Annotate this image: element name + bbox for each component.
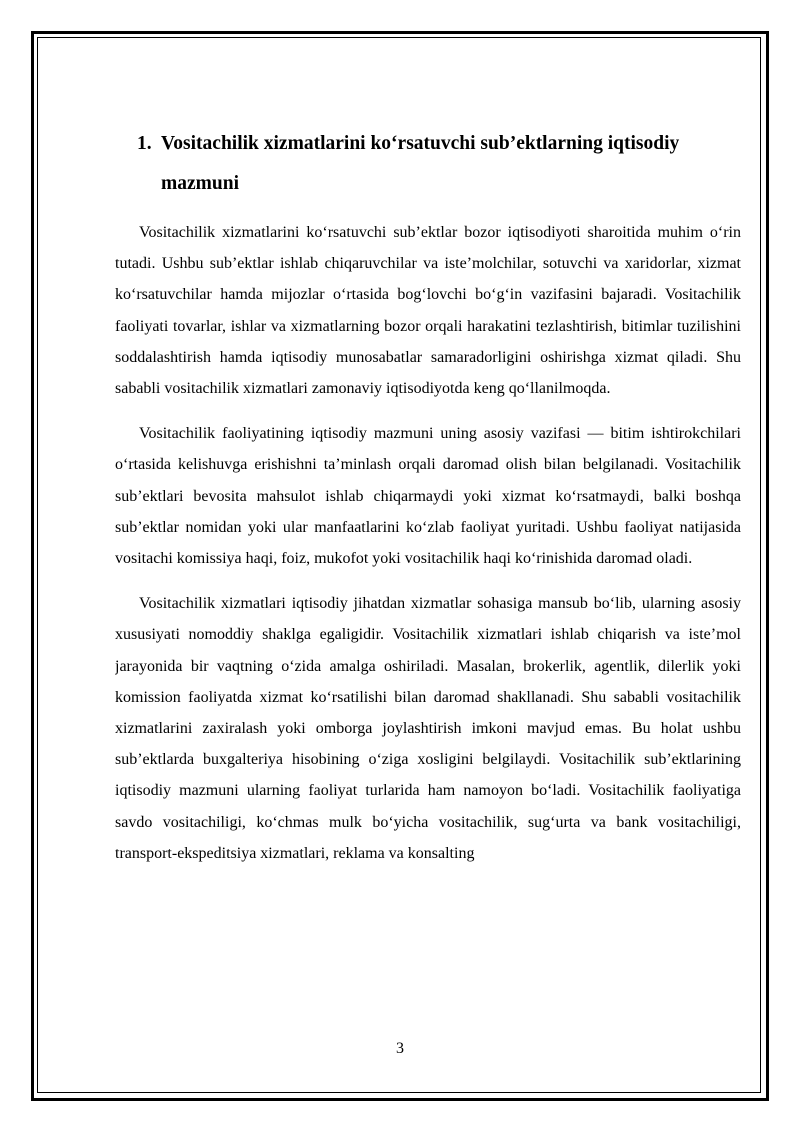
paragraph-3: Vositachilik xizmatlari iqtisodiy jihatdan xizmatlar sohasiga mansub bo‘lib, ularning asosiy xususiyati nomoddiy shaklga egaligidir. Vositachilik xizmatlari ishlab chiqarish va iste’mol jarayonida bir vaqtning o‘zida amalga oshiriladi. Masalan, brokerlik, agentlik, dilerlik yoki komission faoliyatda xizmat ko‘rsatilishi bilan daromad shakllanadi. Shu sababli vositachilik xizmatlarini zaxiralash yoki omborga joylashtirish imkoni mavjud emas. Bu holat ushbu sub’ektlarda buxgalteriya hisobining o‘ziga xosligini belgilaydi. Vositachilik sub’ektlarining iqtisodiy mazmuni ularning faoliyat turlarida ham namoyon bo‘ladi. Vositachilik faoliyatiga savdo vositachiligi, ko‘chmas mulk bo‘yicha vositachilik, sug‘urta va bank vositachiligi, transport-ekspeditsiya xizmatlari, reklama va konsalting [115, 595, 741, 862]
paragraph-1: Vositachilik xizmatlarini ko‘rsatuvchi sub’ektlar bozor iqtisodiyoti sharoitida muhim o‘rin tutadi. Ushbu sub’ektlar ishlab chiqaruvchilar va iste’molchilar, sotuvchi va xaridorlar, xizmat ko‘rsatuvchilar hamda mijozlar o‘rtasida bog‘lovchi bo‘g‘in vazifasini bajaradi. Vositachilik faoliyati tovarlar, ishlar va xizmatlarning bozor orqali harakatini tezlashtirish, bitimlar tuzilishini soddalashtirish hamda iqtisodiy munosabatlar samaradorligini oshirishga xizmat qiladi. Shu sababli vositachilik xizmatlari zamonaviy iqtisodiyotda keng qo‘llanilmoqda. [115, 224, 741, 398]
page-content [115, 124, 741, 868]
page-number: 3 [396, 1040, 404, 1057]
paragraph-2: Vositachilik faoliyatining iqtisodiy mazmuni uning asosiy vazifasi — bitim ishtirokchilari o‘rtasida kelishuvga erishishni ta’minlash orqali daromad olish bilan belgilanadi. Vositachilik sub’ektlari bevosita mahsulot ishlab chiqarmaydi yoki xizmat ko‘rsatmaydi, balki boshqa sub’ektlar nomidan yoki ular manfaatlarini ko‘zlab faoliyat yuritadi. Ushbu faoliyat natijasida vositachi komissiya haqi, foiz, mukofot yoki vositachilik haqi ko‘rinishida daromad oladi. [115, 425, 741, 568]
section-number: 1. [137, 133, 152, 154]
section-title: Vositachilik xizmatlarini ko‘rsatuvchi sub’ektlarning iqtisodiy mazmuni [161, 133, 680, 194]
section-heading [115, 124, 741, 204]
